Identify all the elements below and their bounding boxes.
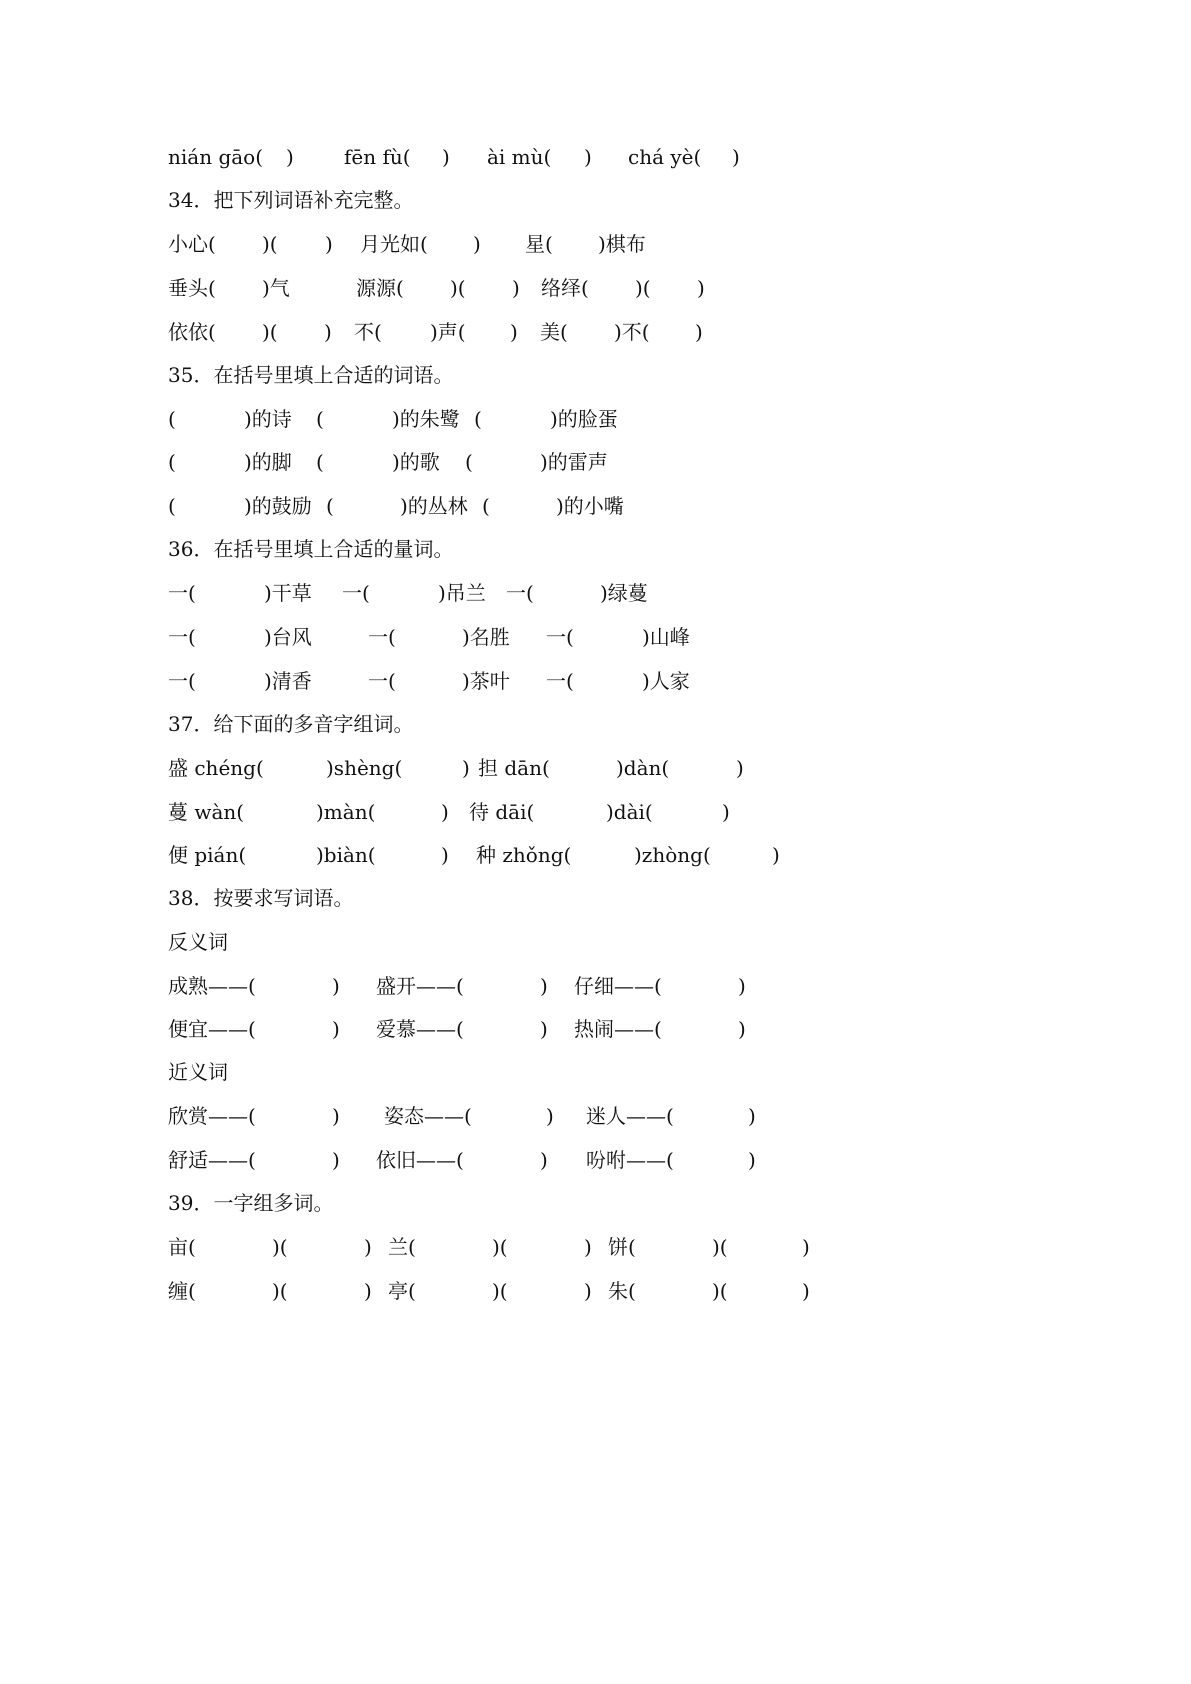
q35-row: ( )的诗 ( )的朱鹭 ( )的脸蛋 bbox=[168, 407, 618, 431]
q34-row: 依依( )( ) 不( )声( ) 美( )不( ) bbox=[168, 320, 703, 344]
bracket-close: ) bbox=[442, 145, 450, 169]
bracket-close: ) bbox=[732, 145, 740, 169]
q35-row: ( )的鼓励 ( )的丛林 ( )的小嘴 bbox=[168, 494, 624, 518]
question-37-title: 37．给下面的多音字组词。 bbox=[168, 712, 414, 736]
pinyin-item: nián gāo( bbox=[168, 145, 264, 169]
q37-row: 蔓 wàn( )màn( ) 待 dāi( )dài( ) bbox=[168, 800, 730, 824]
q36-row: 一( )台风 一( )名胜 一( )山峰 bbox=[168, 625, 690, 649]
question-34-title: 34．把下列词语补充完整。 bbox=[168, 188, 414, 212]
q37-row: 便 pián( )biàn( ) 种 zhǒng( )zhòng( ) bbox=[168, 843, 780, 867]
q39-row: 亩( )( ) 兰( )( ) 饼( )( ) bbox=[168, 1235, 810, 1259]
q38-antonym-row: 成熟——( ) 盛开——( ) 仔细——( ) bbox=[168, 974, 746, 998]
q35-row: ( )的脚 ( )的歌 ( )的雷声 bbox=[168, 450, 608, 474]
q37-row: 盛 chéng( )shèng( ) 担 dān( )dàn( ) bbox=[168, 756, 744, 780]
pinyin-item: fēn fù( bbox=[344, 145, 411, 169]
q38-antonym-row: 便宜——( ) 爱慕——( ) 热闹——( ) bbox=[168, 1017, 746, 1041]
q34-row: 垂头( )气 源源( )( ) 络绎( )( ) bbox=[168, 276, 705, 300]
pinyin-item: ài mù( bbox=[487, 145, 552, 169]
q39-row: 缠( )( ) 亭( )( ) 朱( )( ) bbox=[168, 1279, 810, 1303]
pinyin-row bbox=[0, 142, 740, 172]
pinyin-item: chá yè( bbox=[628, 145, 702, 169]
question-39-title: 39．一字组多词。 bbox=[168, 1191, 334, 1215]
question-35-title: 35．在括号里填上合适的词语。 bbox=[168, 363, 454, 387]
bracket-close: ) bbox=[286, 145, 294, 169]
question-36-title: 36．在括号里填上合适的量词。 bbox=[168, 537, 454, 561]
question-38-title: 38．按要求写词语。 bbox=[168, 886, 354, 910]
bracket-close: ) bbox=[584, 145, 592, 169]
antonym-label: 反义词 bbox=[168, 930, 228, 954]
q38-synonym-row: 舒适——( ) 依旧——( ) 吩咐——( ) bbox=[168, 1148, 756, 1172]
q38-synonym-row: 欣赏——( ) 姿态——( ) 迷人——( ) bbox=[168, 1104, 756, 1128]
synonym-label: 近义词 bbox=[168, 1060, 228, 1084]
q34-row: 小心( )( ) 月光如( ) 星( )棋布 bbox=[168, 232, 646, 256]
q36-row: 一( )清香 一( )茶叶 一( )人家 bbox=[168, 669, 690, 693]
q36-row: 一( )干草 一( )吊兰 一( )绿蔓 bbox=[168, 581, 648, 605]
